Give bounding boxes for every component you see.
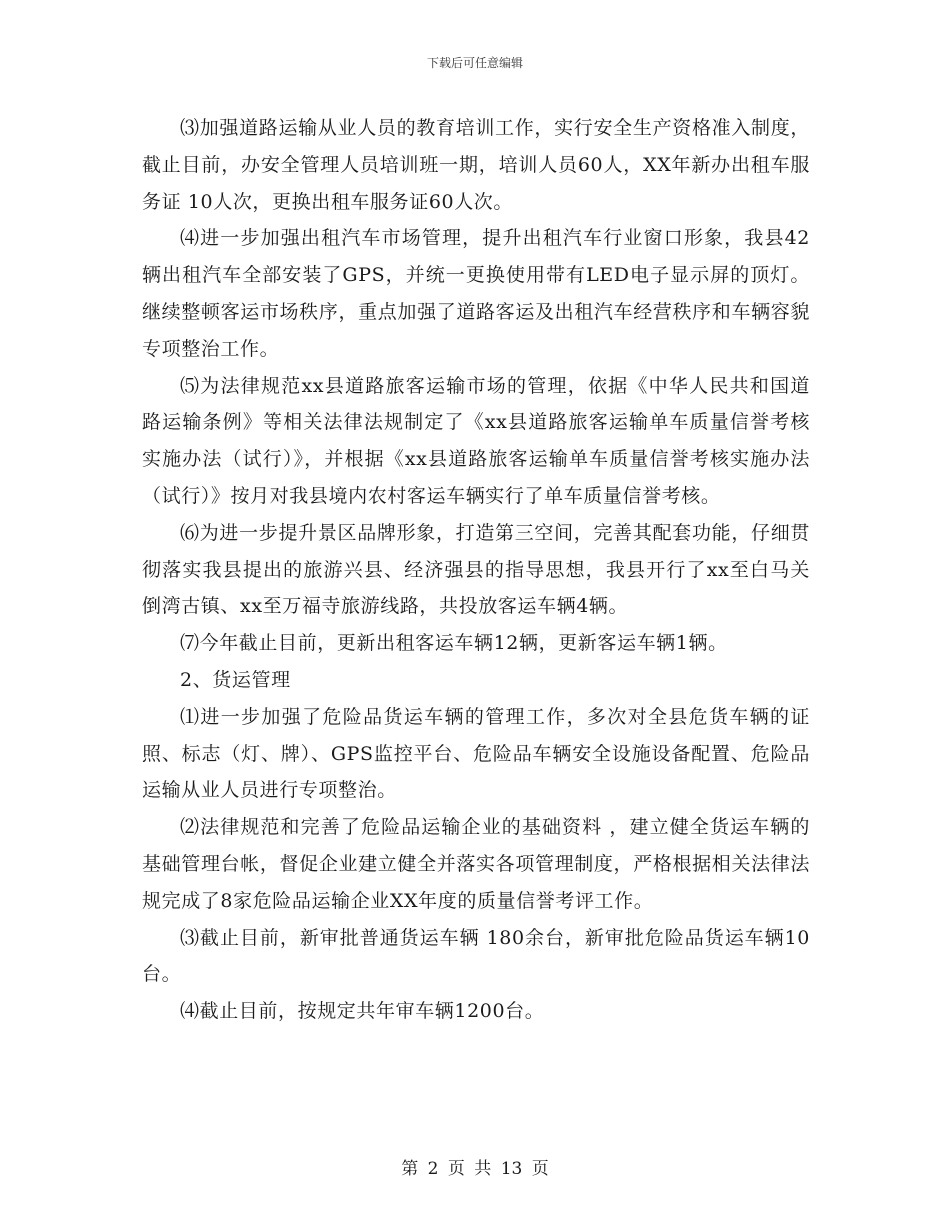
freight-paragraph-2: ⑵法律规范和完善了危险品运输企业的基础资料 ，建立健全货运车辆的基础管理台帐，督促企业建立健全并落实各项管理制度，严格根据相关法律法规完成了8家危险品运输企业XX年度的质量信誉考评工作。	[142, 816, 810, 912]
paragraph-7: ⑺今年截止目前，更新出租客运车辆12辆，更新客运车辆1辆。	[180, 632, 728, 655]
freight-paragraph-4: ⑷截止目前，按规定共年审车辆1200台。	[180, 1000, 545, 1023]
page-number-footer: 第 2 页 共 13 页	[401, 1159, 549, 1179]
freight-paragraph-3: ⑶截止目前，新审批普通货运车辆 180余台，新审批危险品货运车辆10台。	[142, 926, 810, 986]
paragraph-3: ⑶加强道路运输从业人员的教育培训工作，实行安全生产资格准入制度，截止目前，办安全管理人员培训班一期，培训人员60人，XX年新办出租车服务证 10人次，更换出租车服务证60人次。	[142, 117, 810, 213]
paragraph-5: ⑸为法律规范xx县道路旅客运输市场的管理，依据《中华人民共和国道路运输条例》等相关法律法规制定了《xx县道路旅客运输单车质量信誉考核实施办法（试行）》，并根据《xx县道路旅客运输单车质量信誉考核实施办法（试行）》按月对我县境内农村客运车辆实行了单车质量信誉考核。	[142, 374, 810, 507]
section-heading-freight: 2、货运管理	[180, 668, 291, 691]
page-header-note: 下载后可任意编辑	[426, 56, 523, 70]
paragraph-6: ⑹为进一步提升景区品牌形象，打造第三空间，完善其配套功能，仔细贯彻落实我县提出的旅游兴县、经济强县的指导思想，我县开行了xx至白马关倒湾古镇、xx至万福寺旅游线路，共投放客运车辆4辆。	[142, 521, 810, 618]
paragraph-4: ⑷进一步加强出租汽车市场管理，提升出租汽车行业窗口形象，我县42辆出租汽车全部安装了GPS，并统一更换使用带有LED电子显示屏的顶灯。继续整顿客运市场秩序，重点加强了道路客运及出租汽车经营秩序和车辆容貌专项整治工作。	[142, 227, 810, 360]
document-body	[142, 110, 810, 1030]
freight-paragraph-1: ⑴进一步加强了危险品货运车辆的管理工作，多次对全县危货车辆的证照、标志（灯、牌）、GPS监控平台、危险品车辆安全设施设备配置、危险品运输从业人员进行专项整治。	[142, 705, 810, 802]
